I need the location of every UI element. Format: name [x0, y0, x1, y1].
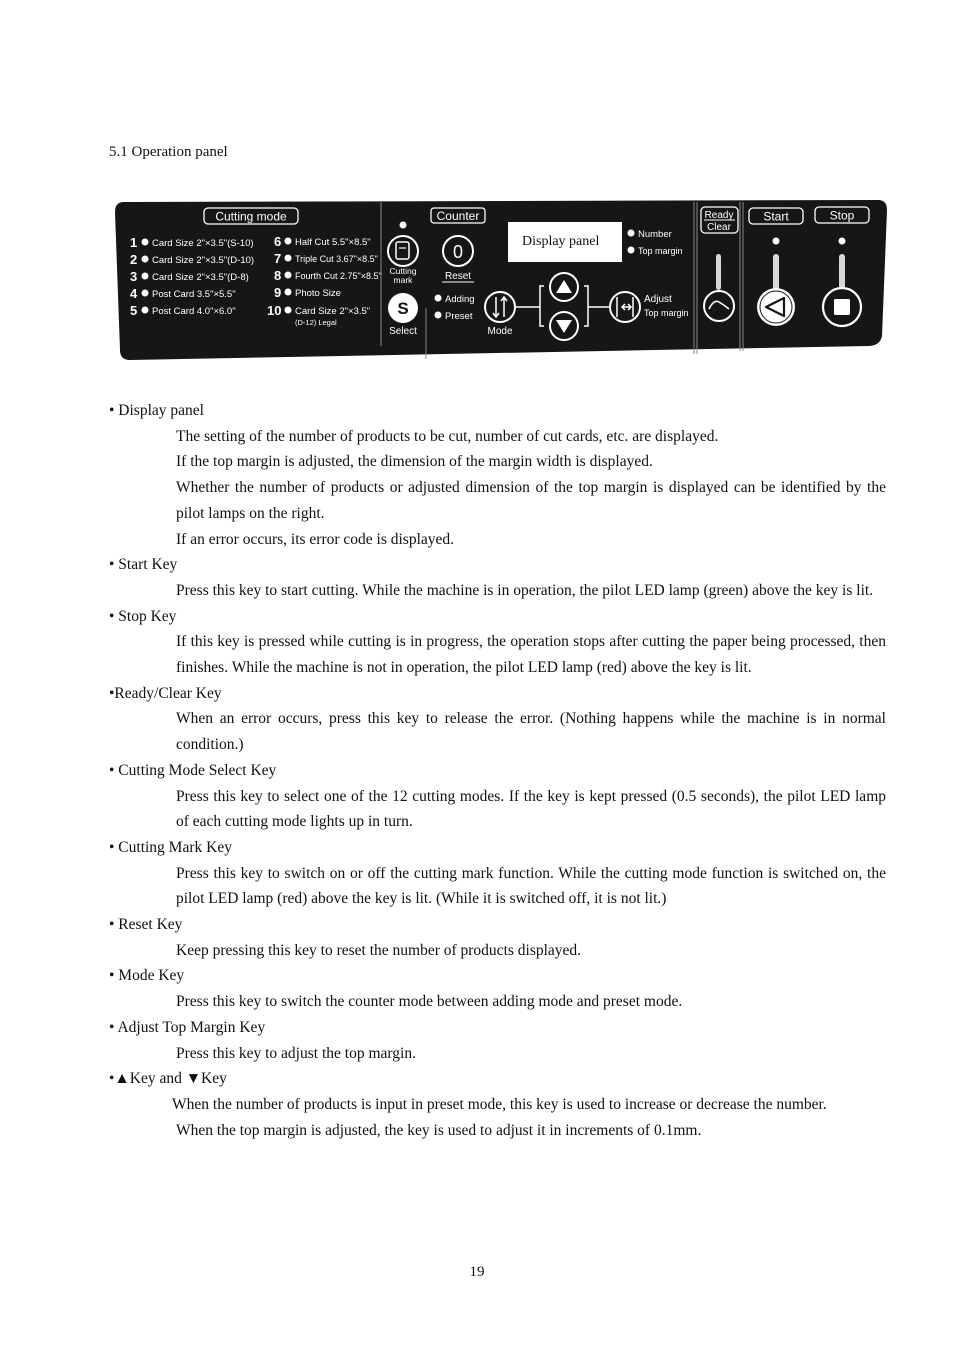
number-lamp-label: Number [638, 229, 672, 240]
start-led [773, 238, 780, 245]
operation-panel-illustration [112, 196, 888, 366]
item-title: •Ready/Clear Key [109, 684, 222, 702]
svg-text:4: 4 [130, 286, 138, 301]
start-label: Start [763, 209, 789, 224]
svg-text:1: 1 [130, 235, 138, 250]
mode-key[interactable] [485, 292, 515, 322]
item-line: Press this key to switch on or off the cutting mark function. While the cutting mode function is switched on, the pilot LED lamp (red) above the key is lit. (While it is switched off, it is not lit.) [176, 864, 886, 908]
down-key[interactable] [550, 312, 578, 340]
item-line: Keep pressing this key to reset the number of products displayed. [176, 941, 582, 959]
svg-text:8: 8 [274, 268, 282, 283]
item-line: If this key is pressed while cutting is in progress, the operation stops after cutting the paper being processed, then finishes. While the machine is not in operation, the pilot LED lamp (red) above the key is lit. [176, 633, 886, 677]
up-key[interactable] [550, 273, 578, 301]
mode-10-sublabel: (D-12) Legal [295, 318, 337, 327]
cutting-mark-label: mark [393, 275, 413, 285]
ready-clear-key[interactable] [704, 291, 734, 321]
svg-text:Card Size 2"×3.5"(S-10): Card Size 2"×3.5"(S-10) [152, 238, 254, 249]
svg-text:Triple Cut 3.67"×8.5": Triple Cut 3.67"×8.5" [295, 254, 378, 264]
item-line: Whether the number of products or adjusted dimension of the top margin is displayed can be identified by the pilot lamps on the right. [176, 479, 886, 522]
item-line: When the number of products is input in preset mode, this key is used to increase or decrease the number. [172, 1095, 827, 1113]
cutting-mark-label: Cutting [389, 266, 417, 276]
svg-text:7: 7 [274, 251, 282, 266]
stop-led [839, 238, 846, 245]
item-line: If the top margin is adjusted, the dimension of the margin width is displayed. [176, 453, 653, 471]
svg-text:Post Card 3.5"×5.5": Post Card 3.5"×5.5" [152, 289, 236, 300]
item-line: Press this key to adjust the top margin. [176, 1044, 416, 1062]
select-label: Select [389, 326, 417, 337]
mode-label: Mode [487, 326, 513, 337]
item-line: If an error occurs, its error code is displayed. [176, 530, 455, 548]
svg-text:Card Size 2"×3.5": Card Size 2"×3.5" [295, 306, 371, 317]
item-line: Press this key to start cutting. While the machine is in operation, the pilot LED lamp (green) above the key is lit. [176, 581, 874, 599]
select-key-glyph: S [397, 299, 409, 318]
item-title: • Cutting Mark Key [109, 838, 232, 856]
section-title: 5.1 Operation panel [109, 144, 228, 160]
clear-label: Clear [707, 222, 731, 233]
cutting-mode-title: Cutting mode [215, 209, 287, 224]
svg-text:Fourth Cut 2.75"×8.5": Fourth Cut 2.75"×8.5" [295, 271, 382, 281]
svg-text:2: 2 [130, 252, 138, 267]
item-title: • Reset Key [109, 916, 183, 934]
svg-text:Card Size 2"×3.5"(D-10): Card Size 2"×3.5"(D-10) [152, 255, 255, 266]
item-line: When the top margin is adjusted, the key is used to adjust it in increments of 0.1mm. [176, 1121, 702, 1139]
svg-text:6: 6 [274, 234, 282, 249]
item-title: • Start Key [109, 556, 178, 574]
counter-title: Counter [436, 209, 480, 223]
svg-text:3: 3 [130, 269, 138, 284]
select-key[interactable] [388, 293, 418, 323]
item-title: •▲Key and ▼Key [109, 1070, 227, 1088]
reset-key[interactable] [443, 236, 473, 266]
item-title: • Mode Key [109, 967, 185, 985]
item-title: • Stop Key [109, 607, 177, 625]
adjust-label: Adjust [644, 294, 672, 305]
reset-glyph: 0 [452, 242, 464, 262]
svg-text:Card Size 2"×3.5"(D-8): Card Size 2"×3.5"(D-8) [152, 272, 249, 283]
item-line: The setting of the number of products to be cut, number of cut cards, etc. are displayed. [176, 427, 719, 445]
top-margin-lamp-label: Top margin [638, 246, 683, 256]
item-title: • Cutting Mode Select Key [109, 761, 277, 779]
item-line: When an error occurs, press this key to release the error. (Nothing happens while the machine is in normal condition.) [176, 710, 886, 754]
item-title: • Display panel [109, 402, 204, 419]
key-descriptions [109, 398, 886, 1143]
svg-text:Post Card 4.0"×6.0": Post Card 4.0"×6.0" [152, 306, 236, 317]
cutting-mark-key[interactable] [388, 236, 418, 266]
svg-text:5: 5 [130, 303, 138, 318]
page-number: 19 [469, 1264, 485, 1280]
adjust-top-margin-key[interactable] [610, 292, 640, 322]
item-line: Press this key to switch the counter mode between adding mode and preset mode. [176, 993, 683, 1011]
svg-text:Photo Size: Photo Size [295, 288, 341, 299]
item-line: Press this key to select one of the 12 cutting modes. If the key is kept pressed (0.5 seconds), the pilot LED lamp of each cutting mode lights up in turn. [176, 787, 886, 831]
stop-key[interactable] [823, 288, 861, 326]
display-panel-label: Display panel [522, 234, 600, 249]
reset-label: Reset [444, 271, 472, 282]
stop-square-icon [834, 299, 850, 315]
ready-label: Ready [704, 210, 734, 221]
svg-text:Half Cut 5.5"×8.5": Half Cut 5.5"×8.5" [295, 237, 371, 248]
stop-label: Stop [829, 208, 855, 223]
svg-text:9: 9 [274, 285, 282, 300]
item-title: • Adjust Top Margin Key [109, 1018, 266, 1036]
adding-label: Adding [445, 294, 475, 305]
start-key[interactable] [757, 288, 795, 326]
preset-label: Preset [445, 311, 473, 322]
svg-text:10: 10 [267, 303, 282, 318]
adjust-label: Top margin [644, 308, 689, 318]
